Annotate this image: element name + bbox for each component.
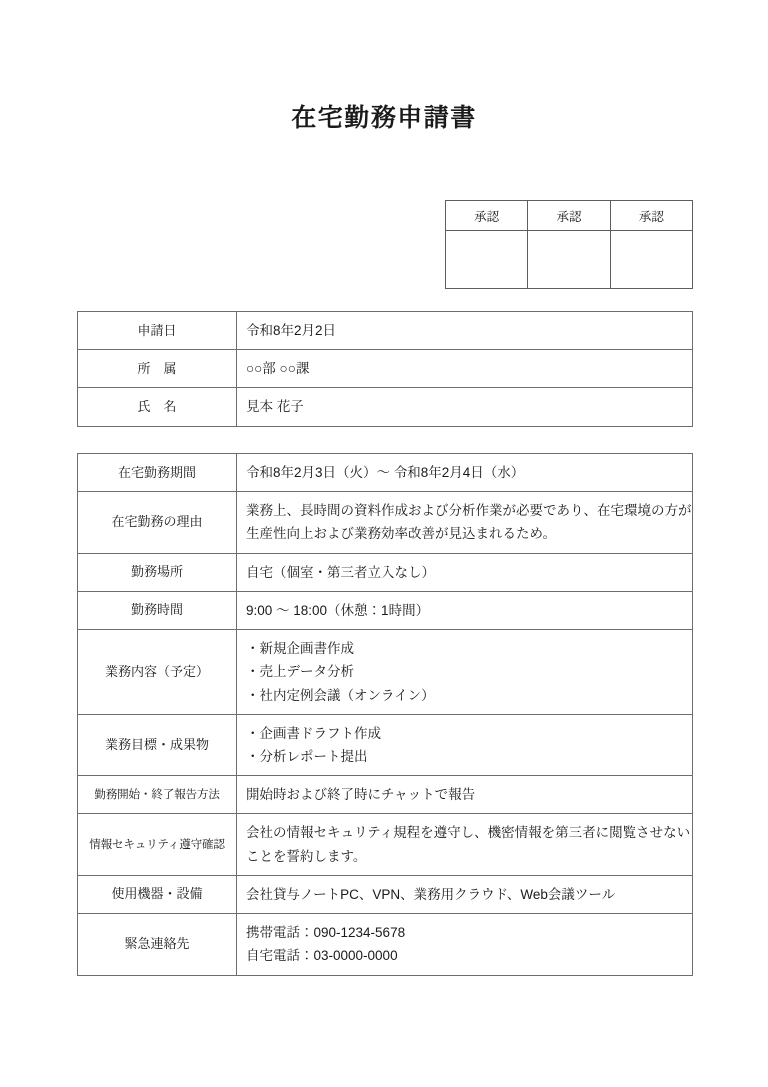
- table-row: [78, 875, 693, 913]
- approval-header-cell-2: 承認: [528, 201, 610, 231]
- row-value[interactable]: [237, 875, 693, 913]
- applicant-table-body: [78, 312, 693, 427]
- row-label: 勤務場所: [78, 553, 237, 591]
- table-row: [78, 591, 693, 629]
- row-label: 所 属: [78, 350, 237, 388]
- row-value[interactable]: [237, 914, 693, 975]
- row-label: 情報セキュリティ遵守確認: [78, 814, 237, 875]
- value-line: 令和8年2月3日（火）〜 令和8年2月4日（水）: [246, 465, 525, 480]
- row-value[interactable]: ○○部 ○○課: [237, 350, 693, 388]
- approval-header-cell-1: 承認: [446, 201, 528, 231]
- row-label: 業務目標・成果物: [78, 714, 237, 775]
- table-row: [78, 814, 693, 875]
- row-label: 勤務時間: [78, 591, 237, 629]
- row-label: 緊急連絡先: [78, 914, 237, 975]
- row-value[interactable]: 見本 花子: [237, 388, 693, 426]
- approval-signature-cell-2[interactable]: [528, 231, 610, 289]
- work-detail-table: [77, 453, 693, 976]
- row-label: 在宅勤務期間: [78, 454, 237, 492]
- row-label: 在宅勤務の理由: [78, 492, 237, 553]
- value-line: ・売上データ分析: [246, 664, 354, 680]
- value-line: ・分析レポート提出: [246, 748, 368, 764]
- approval-stamp-table: [445, 200, 693, 289]
- table-row: [78, 776, 693, 814]
- value-line: 自宅（個室・第三者立入なし）: [246, 564, 435, 580]
- table-row: [78, 492, 693, 553]
- value-line: 自宅電話：03-0000-0000: [246, 948, 398, 964]
- table-row: [78, 350, 693, 388]
- table-row: [78, 914, 693, 975]
- value-line: ・新規企画書作成: [246, 641, 354, 657]
- row-value[interactable]: [237, 591, 693, 629]
- table-row: [78, 553, 693, 591]
- applicant-info-table: [77, 311, 693, 427]
- row-value[interactable]: [237, 630, 693, 715]
- row-value[interactable]: [237, 553, 693, 591]
- row-value[interactable]: [237, 776, 693, 814]
- value-paragraph: 会社の情報セキュリティ規程を遵守し、機密情報を第三者に閲覧させないことを誓約します。: [246, 825, 691, 864]
- row-label: 氏 名: [78, 388, 237, 426]
- value-line: 会社貸与ノートPC、VPN、業務用クラウド、Web会議ツール: [246, 886, 616, 902]
- table-row: [78, 312, 693, 350]
- row-value[interactable]: [237, 454, 693, 492]
- value-line: 携帯電話：090-1234-5678: [246, 925, 406, 941]
- value-line: ・企画書ドラフト作成: [246, 725, 381, 741]
- approval-signature-row: [446, 231, 693, 289]
- detail-table-body: [78, 454, 693, 976]
- row-label: 業務内容（予定）: [78, 630, 237, 715]
- value-line: 開始時および終了時にチャットで報告: [246, 787, 476, 803]
- table-row: [78, 388, 693, 426]
- table-row: [78, 714, 693, 775]
- row-value[interactable]: [237, 714, 693, 775]
- row-label: 申請日: [78, 312, 237, 350]
- row-value[interactable]: [237, 814, 693, 875]
- row-value[interactable]: [237, 492, 693, 553]
- table-row: [78, 630, 693, 715]
- page-title: 在宅勤務申請書: [291, 104, 477, 132]
- approval-signature-cell-3[interactable]: [610, 231, 692, 289]
- value-paragraph: 業務上、長時間の資料作成および分析作業が必要であり、在宅環境の方が生産性向上および業務効率改善が見込まれるため。: [246, 503, 692, 542]
- table-row: [78, 454, 693, 492]
- row-label: 使用機器・設備: [78, 875, 237, 913]
- value-line: 9:00 〜 18:00（休憩：1時間）: [246, 602, 430, 618]
- approval-header-row: [446, 201, 693, 231]
- approval-header-cell-3: 承認: [610, 201, 692, 231]
- row-label: 勤務開始・終了報告方法: [78, 776, 237, 814]
- row-value[interactable]: 令和8年2月2日: [237, 312, 693, 350]
- approval-signature-cell-1[interactable]: [446, 231, 528, 289]
- value-line: ・社内定例会議（オンライン）: [246, 687, 435, 703]
